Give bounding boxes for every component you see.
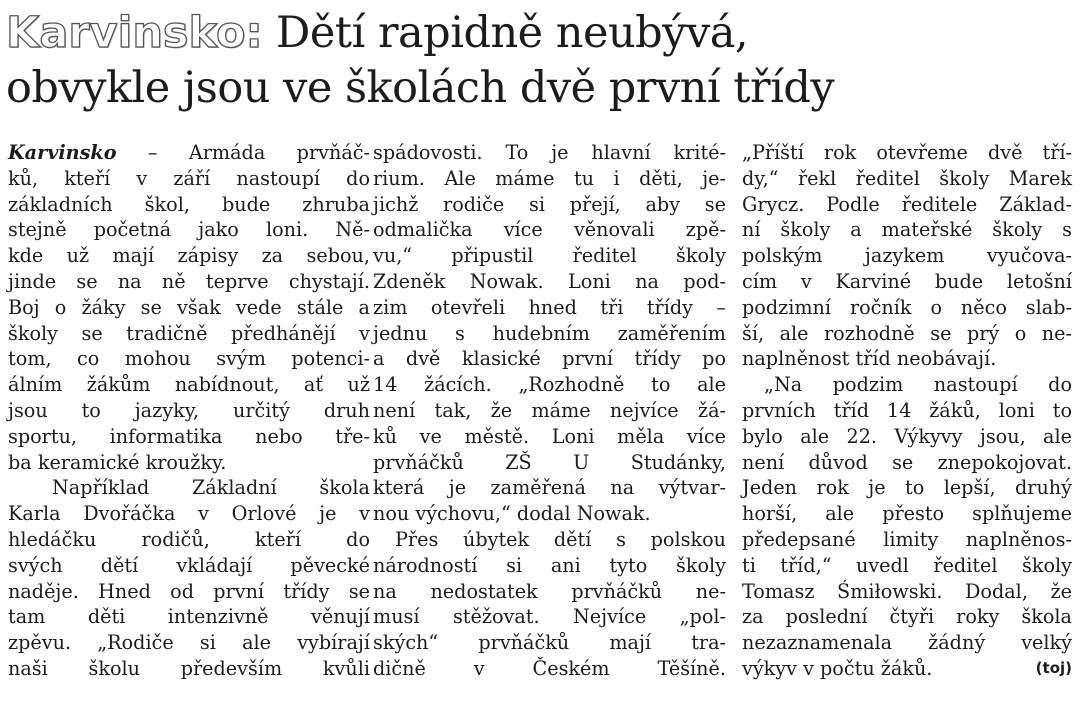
body-line: prvňáčků ZŠ U Studánky,	[373, 450, 726, 474]
body-line: „Na podzim nastoupí do	[764, 373, 1072, 397]
headline-line-1-text: Dětí rapidně neubývá,	[262, 8, 749, 58]
headline-line-2: obvykle jsou ve školách dvě první třídy	[6, 63, 835, 113]
body-line: na nedostatek prvňáčků ne-	[373, 579, 726, 603]
body-line: odmalička více věnovali zpě-	[373, 218, 726, 242]
body-line: 14 žácích. „Rozhodně to ale	[373, 373, 726, 397]
body-line: svých dětí vkládají pěvecké	[8, 553, 370, 577]
headline-line-1	[6, 6, 1076, 61]
body-line: která je zaměřená na výtvar-	[373, 476, 726, 500]
body-line: álním žákům nabídnout, ať už	[8, 373, 370, 397]
body-line: polským jazykem vyučova-	[742, 244, 1072, 268]
body-line: Přes úbytek dětí s polskou	[395, 527, 726, 551]
body-line: nou výchovu,“ dodal Nowak.	[373, 502, 651, 526]
body-line: spádovosti. To je hlavní krité-	[373, 141, 726, 164]
body-line: za poslední čtyři roky škola	[742, 605, 1072, 629]
body-line: jsou to jazyky, určitý druh	[8, 398, 370, 422]
headline-kicker: Karvinsko:	[6, 8, 263, 58]
body-line: kde už mají zápisy za sebou,	[8, 244, 370, 268]
body-line: dy,“ řekl ředitel školy Marek	[742, 166, 1072, 190]
body-line: musí stěžovat. Nejvíce „pol-	[373, 605, 726, 629]
article-column-3	[742, 140, 1072, 682]
body-line: Tomasz Śmiłowski. Dodal, že	[742, 579, 1072, 603]
body-line: národností si ani tyto školy	[373, 553, 726, 577]
body-line: tam děti intenzivně věnují	[8, 605, 370, 629]
body-line: tom, co mohou svým potenci-	[8, 347, 370, 371]
dateline: Karvinsko	[8, 141, 117, 164]
body-line: není důvod se znepokojovat.	[742, 450, 1072, 474]
body-line: podzimní ročník o něco slab-	[742, 295, 1072, 319]
body-line: Karvinsko – Armáda prvňáč-	[8, 141, 370, 164]
body-line: jichž rodiče si přejí, aby se	[373, 192, 726, 216]
body-line-final: výkyv v počtu žáků. (toj)	[742, 656, 1072, 680]
author-signature: (toj)	[1035, 658, 1072, 677]
body-line: naši školu především kvůli	[8, 656, 370, 680]
body-line: zpěvu. „Rodiče si ale vybírají	[8, 631, 370, 655]
body-line: dičně v Českém Těšíně.	[373, 656, 726, 680]
body-line: „Příští rok otevřeme dvě tří-	[742, 141, 1072, 164]
article-column-2	[373, 140, 726, 682]
body-line: školy se tradičně předhánějí v	[8, 321, 370, 345]
body-line: ků, kteří v září nastoupí do	[8, 166, 370, 190]
body-line: jinde se na ně teprve chystají.	[8, 269, 370, 293]
body-line: není tak, že máme nejvíce žá-	[373, 398, 726, 422]
body-line: cím v Karviné bude letošní	[742, 269, 1072, 293]
body-line: Karla Dvořáčka v Orlové je v	[8, 502, 370, 526]
body-line: ní školy a mateřské školy s	[742, 218, 1072, 242]
body-line: ba keramické kroužky.	[8, 450, 227, 474]
body-line: rium. Ale máme tu i děti, je-	[373, 166, 726, 190]
body-line: a dvě klasické první třídy po	[373, 347, 726, 371]
body-line: jednu s hudebním zaměřením	[373, 321, 726, 345]
body-line: Boj o žáky se však vede stále a	[8, 295, 370, 319]
body-line: zim otevřeli hned tři třídy –	[373, 295, 726, 319]
body-line: předepsané limity naplněnos-	[742, 527, 1072, 551]
body-line: ší, ale rozhodně se prý o ne-	[742, 321, 1072, 345]
body-line: sportu, informatika nebo tře-	[8, 424, 370, 448]
body-line: horší, ale přesto splňujeme	[742, 502, 1072, 526]
body-line: vu,“ připustil ředitel školy	[373, 244, 726, 268]
headline	[6, 6, 1076, 116]
body-line: ků ve městě. Loni měla více	[373, 424, 726, 448]
body-line: hledáčku rodičů, kteří do	[8, 527, 370, 551]
body-line: Jeden rok je to lepší, druhý	[742, 476, 1072, 500]
body-line: prvních tříd 14 žáků, loni to	[742, 398, 1072, 422]
body-line: základních škol, bude zhruba	[8, 192, 370, 216]
body-line: Grycz. Podle ředitele Základ-	[742, 192, 1072, 216]
body-line: ti tříd,“ uvedl ředitel školy	[742, 553, 1072, 577]
body-line: stejně početná jako loni. Ně-	[8, 218, 370, 242]
article-column-1	[8, 140, 370, 682]
body-line: naplněnost tříd neobávají.	[742, 347, 997, 371]
body-line: nezaznamenala žádný velký	[742, 631, 1072, 655]
body-line: naděje. Hned od první třídy se	[8, 579, 370, 603]
body-line: Například Základní škola	[52, 476, 370, 500]
body-line: bylo ale 22. Výkyvy jsou, ale	[742, 424, 1072, 448]
body-line: ských“ prvňáčků mají tra-	[373, 631, 726, 655]
body-line: Zdeněk Nowak. Loni na pod-	[373, 269, 726, 293]
